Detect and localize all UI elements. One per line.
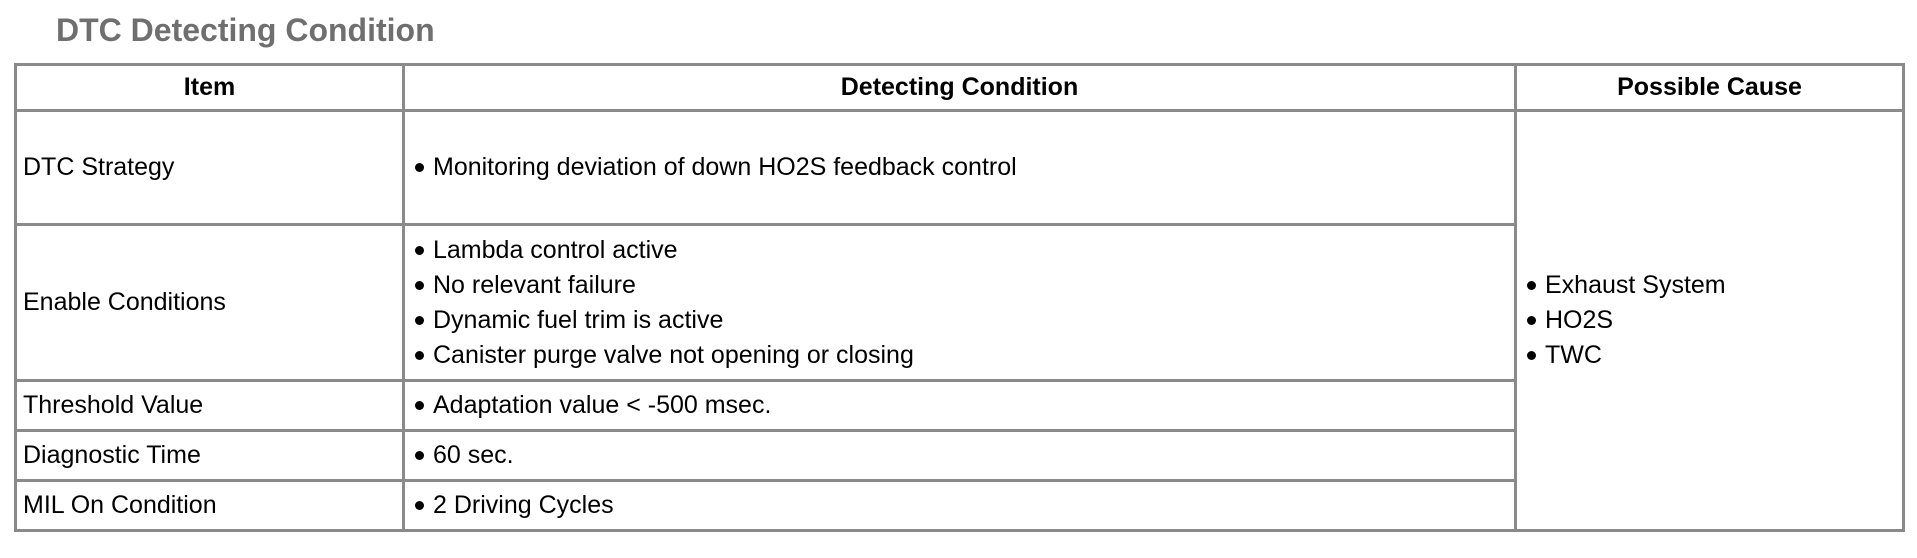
cause-item: Exhaust System [1523,268,1896,303]
row-item-label: MIL On Condition [16,481,404,531]
possible-cause-cell [1516,111,1904,531]
condition-list [411,388,1508,423]
condition-list [411,233,1508,373]
table-row [16,111,1904,225]
condition-item: Monitoring deviation of down HO2S feedback control [411,150,1508,185]
row-conditions [404,225,1516,381]
condition-item: Lambda control active [411,233,1508,268]
page-title: DTC Detecting Condition [56,12,435,48]
condition-item: No relevant failure [411,268,1508,303]
condition-list [411,438,1508,473]
header-item: Item [16,65,404,111]
condition-list [411,488,1508,523]
row-item-label: Enable Conditions [16,225,404,381]
condition-item: Dynamic fuel trim is active [411,303,1508,338]
table-header-row [16,65,1904,111]
row-item-label: Diagnostic Time [16,431,404,481]
row-conditions [404,481,1516,531]
condition-item: Adaptation value < -500 msec. [411,388,1508,423]
cause-item: HO2S [1523,303,1896,338]
dtc-condition-table [14,63,1905,532]
condition-list [411,150,1508,185]
row-conditions [404,431,1516,481]
row-item-label: DTC Strategy [16,111,404,225]
condition-item: Canister purge valve not opening or closing [411,338,1508,373]
row-item-label: Threshold Value [16,381,404,431]
header-possible-cause: Possible Cause [1516,65,1904,111]
row-conditions [404,381,1516,431]
condition-item: 2 Driving Cycles [411,488,1508,523]
cause-item: TWC [1523,338,1896,373]
header-detecting-condition: Detecting Condition [404,65,1516,111]
condition-item: 60 sec. [411,438,1508,473]
possible-cause-list [1523,268,1896,373]
row-conditions [404,111,1516,225]
